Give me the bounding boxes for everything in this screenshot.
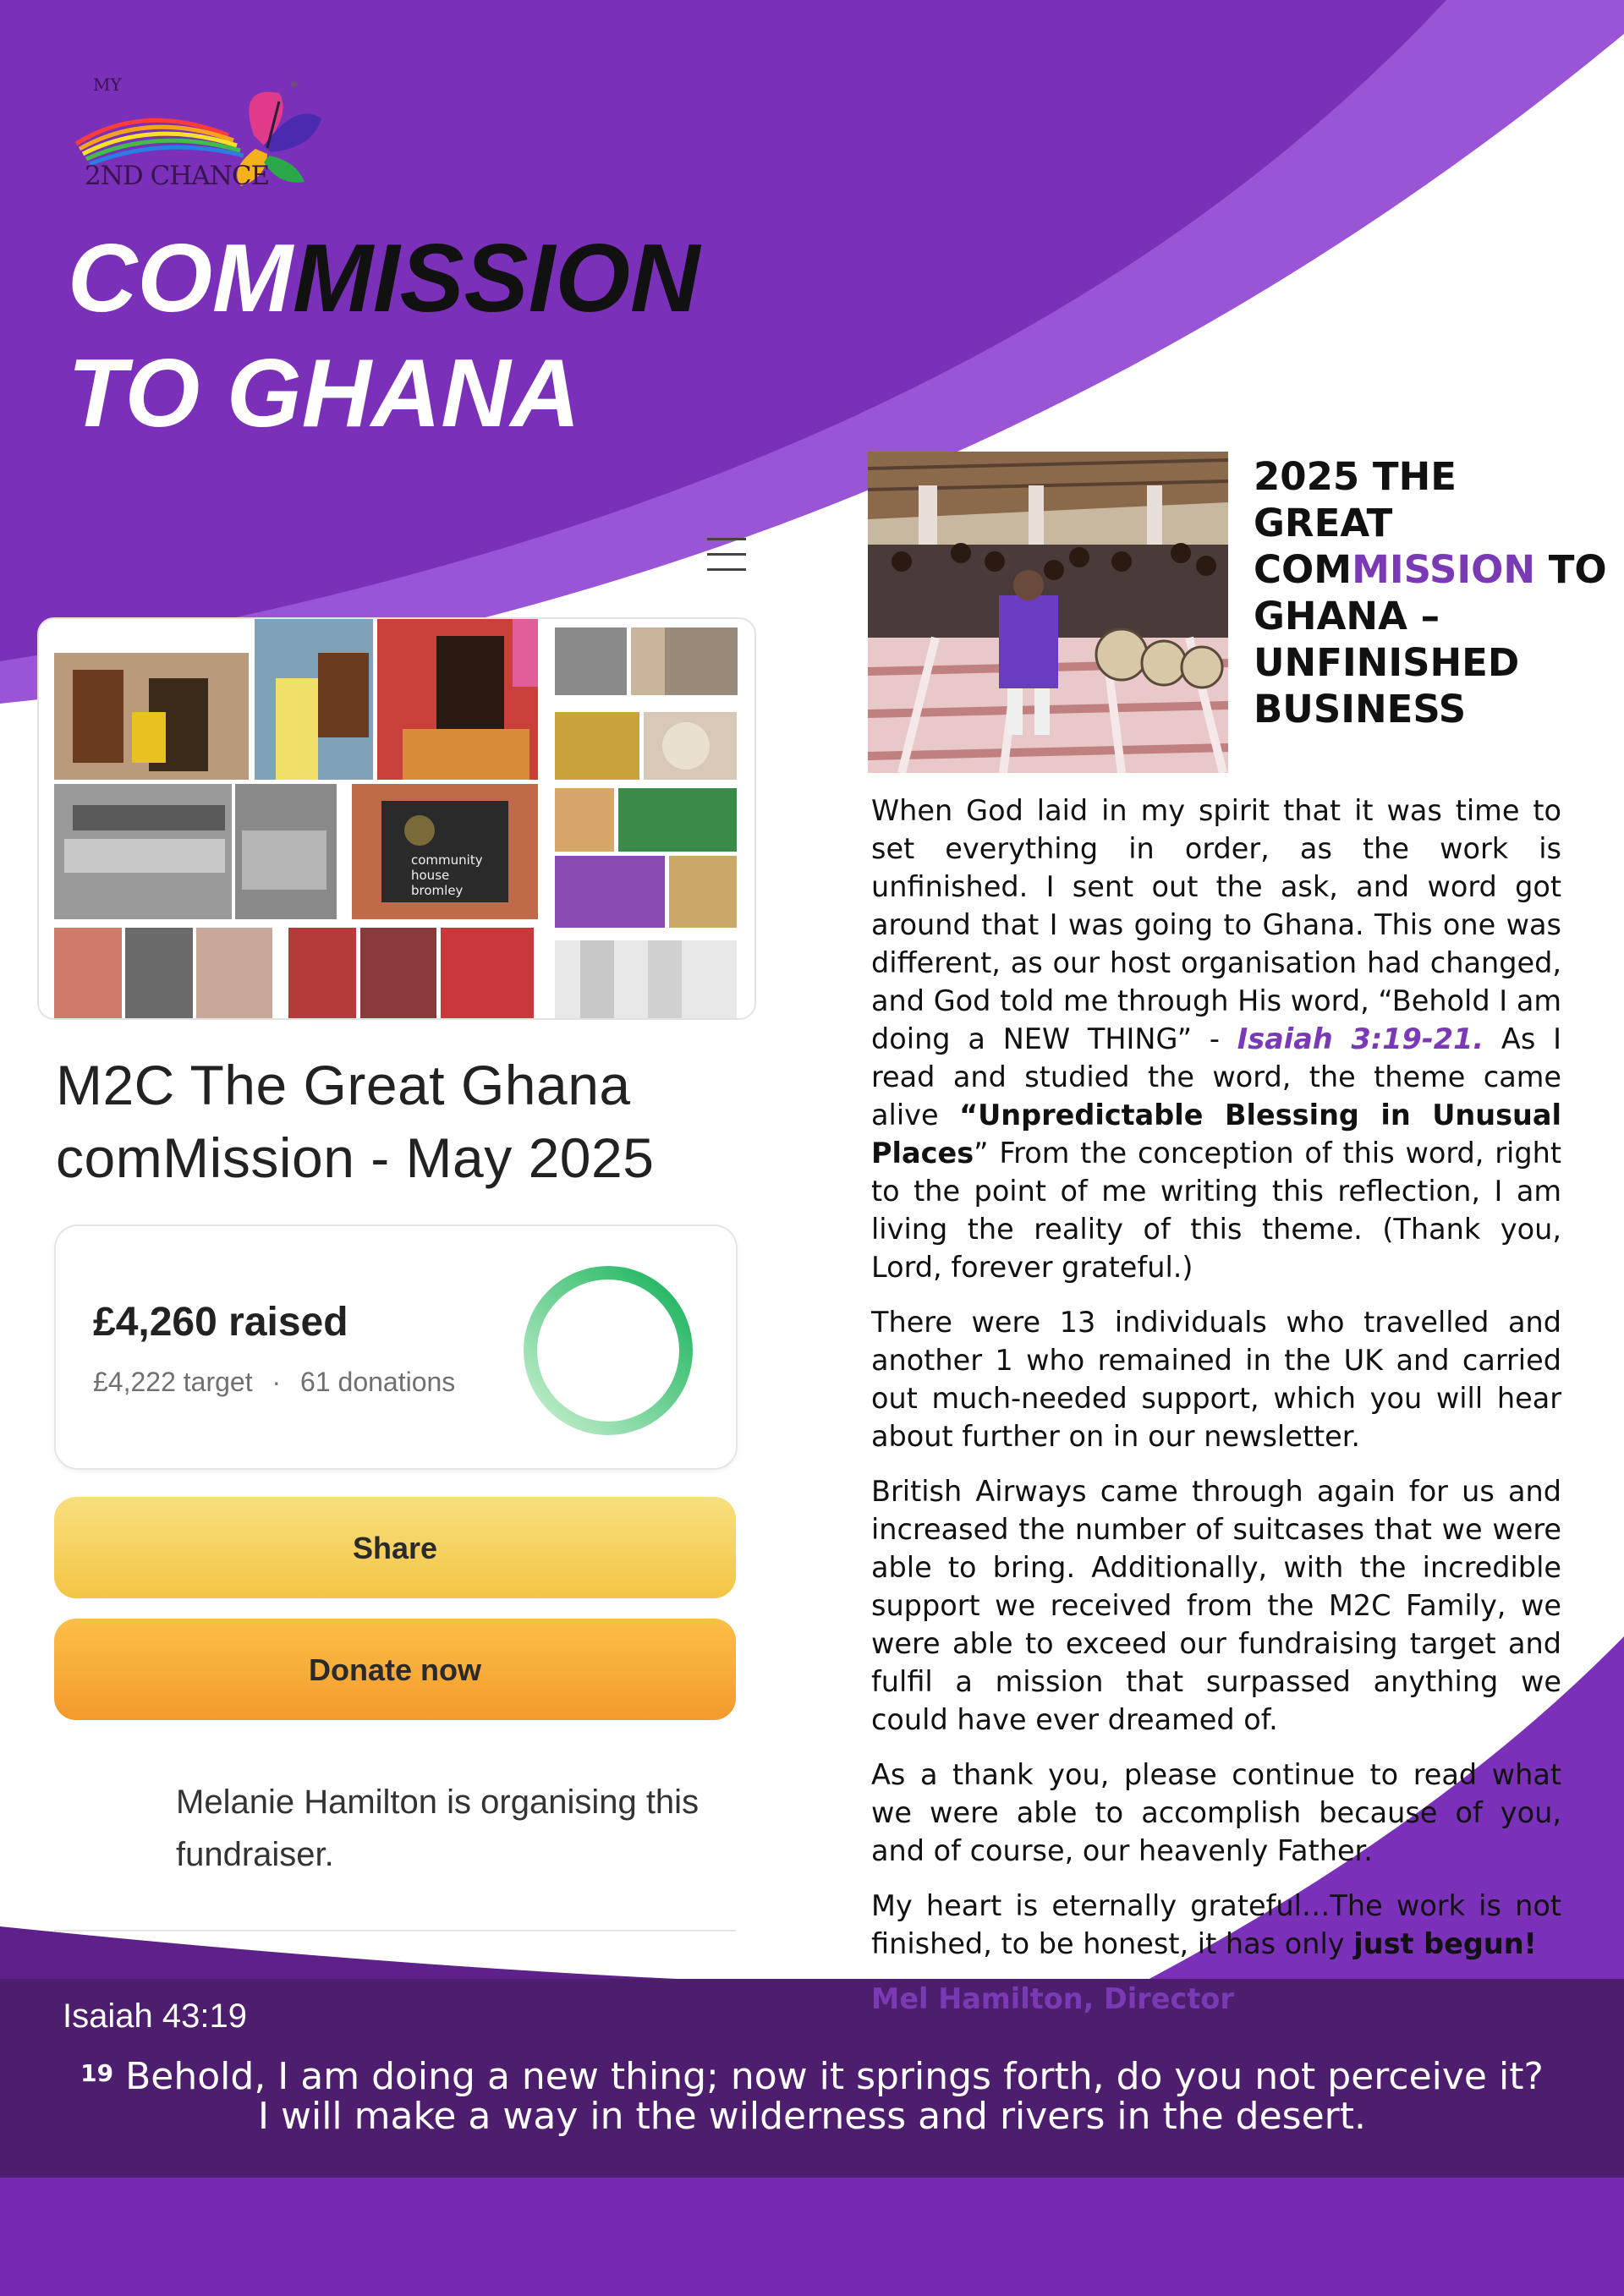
progress-ring (519, 1262, 697, 1439)
separator-dot: · (272, 1367, 282, 1397)
heading-part-a: 2025 THE GREAT COM (1254, 454, 1457, 592)
article-heading (1254, 453, 1609, 732)
p1-text-c: ” From the conception of this word, right to the point of me writing this reflection, I am living the reality of this theme. (Thank you, Lord, forever grateful.) (871, 1137, 1561, 1284)
paragraph-2: There were 13 individuals who travelled and another 1 who remained in the UK and carried out much-needed support, which you will hear about further on in our newsletter. (871, 1306, 1561, 1453)
p1-text-b: As I read and studied the word, the theme came alive (871, 1022, 1561, 1132)
verse-number: 19 (80, 2059, 114, 2087)
ghana-event-photo (868, 452, 1228, 773)
paragraph-1 (871, 792, 1561, 1286)
verse-line-2: I will make a way in the wilderness and rivers in the desert. (258, 2095, 1366, 2138)
title-com: COM (68, 225, 293, 332)
paragraph-3: British Airways came through again for us and increased the number of suitcases that we were able to bring. Additionally, with the incredible support we received from the M2C Family, we were able to exceed our fundraising target and fulfil a mission that surpassed anything we could have ever dreamed of. (871, 1475, 1561, 1736)
theme-quote: “Unpredictable Blessing in Unusual Places (871, 1099, 1561, 1170)
sign-text: community (411, 852, 483, 868)
author-signature: Mel Hamilton, Director (871, 1982, 1234, 2015)
donation-progress-card (54, 1225, 738, 1470)
paragraph-5 (871, 1887, 1561, 1963)
target-amount: £4,222 target (93, 1367, 253, 1397)
title-line2: TO GHANA (68, 340, 580, 447)
svg-text:bromley: bromley (411, 883, 464, 898)
logo-text-small: MY (93, 74, 122, 95)
verse-reference: Isaiah 43:19 (63, 1997, 247, 2035)
article-body (871, 792, 1561, 2035)
p1-text-a: When God laid in my spirit that it was time to set everything in order, as the work is unfinished. I sent out the ask, and word got around that I was going to Ghana. This one was different, as our host organisation had changed, and God told me through His word, “Behold I am doing a NEW THING” - (871, 794, 1561, 1055)
hamburger-menu-icon[interactable] (707, 538, 746, 572)
title-mission: MISSION (292, 225, 700, 332)
logo-text: 2ND CHANCE (85, 161, 270, 191)
svg-text:house: house (411, 868, 450, 883)
target-row (93, 1367, 455, 1398)
heading-part-c: TO GHANA – UNFINISHED BUSINESS (1254, 547, 1607, 732)
bible-verse (51, 2057, 1573, 2136)
donate-now-button[interactable]: Donate now (54, 1619, 736, 1720)
divider (54, 1930, 736, 1932)
share-button[interactable]: Share (54, 1497, 736, 1598)
svg-text:✦: ✦ (288, 76, 301, 94)
verse-line-1: Behold, I am doing a new thing; now it springs forth, do you not perceive it? (113, 2055, 1544, 2098)
p5-text: My heart is eternally grateful…The work is not finished, to be honest, it has only (871, 1889, 1561, 1960)
paragraph-4: As a thank you, please continue to read what we were able to accomplish because of you, and of course, our heavenly Father. (871, 1758, 1561, 1867)
scripture-reference: Isaiah 3:19-21. (1237, 1022, 1484, 1055)
page-title (68, 222, 700, 452)
amount-raised: £4,260 raised (93, 1300, 348, 1345)
donation-count: 61 donations (300, 1367, 456, 1397)
progress-ring-arc (530, 1273, 686, 1428)
organiser-text: Melanie Hamilton is organising this fundraiser. (176, 1784, 700, 1873)
fundraiser-photo-collage[interactable] (37, 617, 756, 1020)
heading-mission: MISSION (1352, 547, 1536, 592)
p5-bold: just begun! (1353, 1927, 1537, 1960)
fundraiser-title: M2C The Great Ghana comMission - May 2025 (56, 1054, 655, 1189)
